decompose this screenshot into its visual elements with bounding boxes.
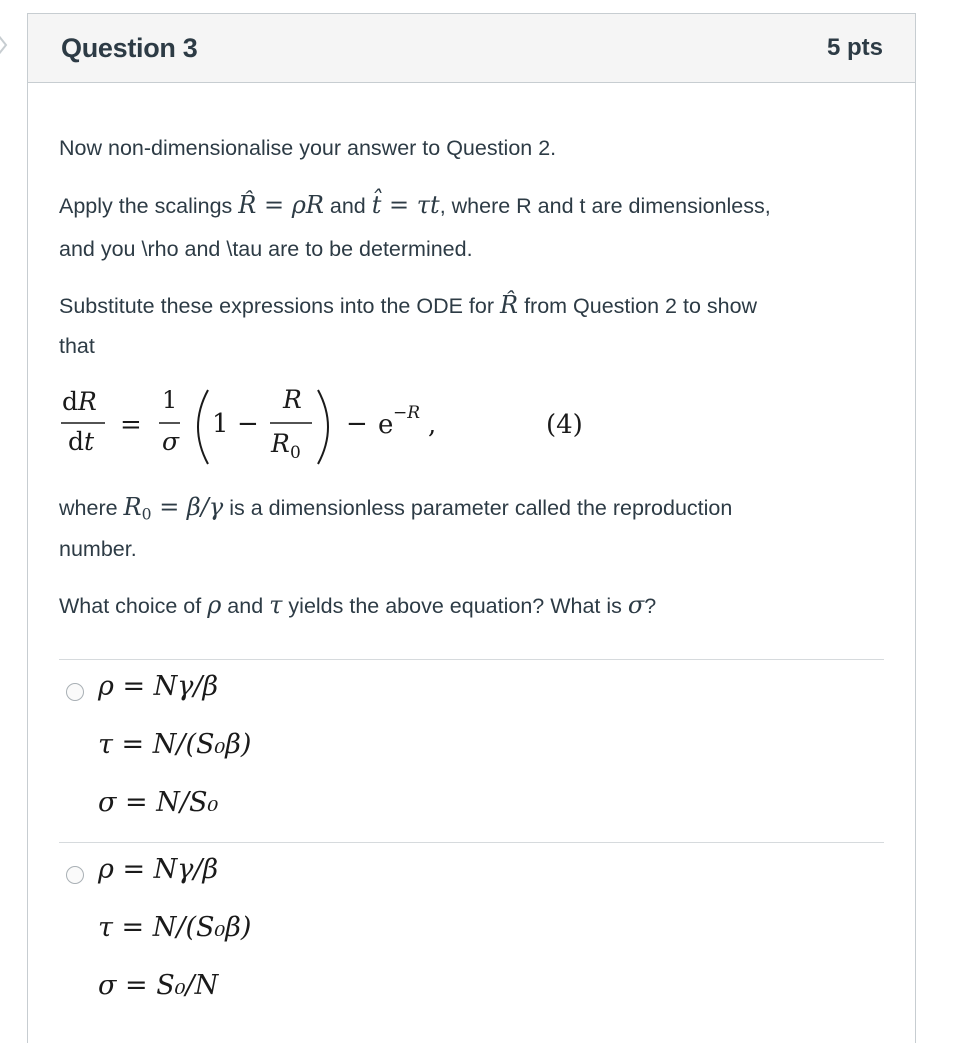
option-2-tau-value: N/(S₀β) bbox=[152, 912, 252, 943]
answer-option-1-tau[interactable]: τ = N/(S₀β) bbox=[98, 729, 252, 760]
math-sigma: σ bbox=[627, 591, 645, 619]
svg-text:R: R bbox=[271, 429, 290, 458]
question-header bbox=[28, 14, 915, 83]
question-text-choice bbox=[59, 584, 656, 627]
question-flag-icon[interactable] bbox=[0, 28, 14, 62]
svg-text:1: 1 bbox=[162, 386, 178, 414]
option-1-tau-value: N/(S₀β) bbox=[152, 729, 252, 760]
choice-text-d: ? bbox=[644, 594, 657, 618]
answer-option-2-sigma[interactable]: σ = S₀/N bbox=[98, 970, 219, 1001]
substitute-text-a: Substitute these expressions into the ODE for bbox=[59, 294, 495, 318]
math-r-hat-scaling: R̂ = ρR bbox=[238, 191, 324, 219]
svg-text:σ: σ bbox=[162, 427, 180, 456]
svg-text:,: , bbox=[428, 410, 437, 440]
answer-option-1-radio[interactable] bbox=[66, 683, 84, 701]
svg-text:dR: dR bbox=[62, 387, 97, 416]
answer-option-1-rho[interactable]: ρ = Nγ/β bbox=[98, 671, 219, 702]
math-r0-definition: $R_0 = \beta/\gamma$ bbox=[123, 493, 224, 524]
svg-text:−: − bbox=[237, 409, 259, 439]
svg-text:dt: dt bbox=[68, 427, 95, 456]
choice-text-b: and bbox=[227, 594, 264, 618]
math-r-hat: R̂ bbox=[500, 291, 519, 319]
question-text-where bbox=[59, 486, 732, 536]
question-text-intro bbox=[59, 127, 556, 169]
choice-text-c: yields the above equation? What is bbox=[288, 594, 622, 618]
equation-label: (4) bbox=[546, 410, 583, 440]
substitute-text-b: from Question 2 to show bbox=[524, 294, 758, 318]
option-1-rho-value: Nγ/β bbox=[153, 671, 219, 702]
question-text-scalings-2 bbox=[59, 228, 473, 270]
equation-4 bbox=[30, 370, 630, 470]
svg-text:=: = bbox=[120, 410, 142, 440]
question-title: Question 3 bbox=[61, 32, 198, 63]
answer-option-1-sigma[interactable]: σ = N/S₀ bbox=[98, 787, 219, 818]
answer-option-2-radio[interactable] bbox=[66, 866, 84, 884]
scalings-text-b: and bbox=[329, 194, 366, 218]
scalings-text-a: Apply the scalings bbox=[59, 194, 233, 218]
scalings-text-d: and you \rho and \tau are to be determined. bbox=[59, 237, 473, 261]
answer-option-2-tau[interactable]: τ = N/(S₀β) bbox=[98, 912, 252, 943]
option-1-sigma-value: N/S₀ bbox=[156, 787, 219, 818]
math-t-hat-scaling: t̂ = τt bbox=[371, 191, 440, 219]
question-text-substitute-2 bbox=[59, 325, 95, 367]
svg-text:1: 1 bbox=[212, 409, 229, 439]
svg-text:e: e bbox=[378, 410, 394, 440]
answer-option-2-rho[interactable]: ρ = Nγ/β bbox=[98, 854, 219, 885]
svg-text:R: R bbox=[283, 385, 302, 414]
where-text-b: is a dimensionless parameter called the reproduction bbox=[229, 496, 733, 520]
substitute-text-c: that bbox=[59, 334, 95, 358]
intro-text: Now non-dimensionalise your answer to Question 2. bbox=[59, 136, 557, 160]
answer-divider bbox=[59, 842, 884, 843]
answer-divider bbox=[59, 659, 884, 660]
svg-text:−R: −R bbox=[393, 403, 421, 423]
question-text-where-2 bbox=[59, 528, 137, 570]
svg-text:−: − bbox=[346, 409, 368, 439]
question-text-substitute bbox=[59, 284, 757, 327]
where-text-c: number. bbox=[59, 537, 137, 561]
option-2-sigma-value: S₀/N bbox=[156, 970, 219, 1001]
math-rho: ρ bbox=[207, 591, 222, 619]
option-2-rho-value: Nγ/β bbox=[153, 854, 219, 885]
math-tau: τ bbox=[269, 591, 283, 619]
question-points: 5 pts bbox=[826, 34, 883, 61]
svg-text:0: 0 bbox=[290, 443, 301, 463]
scalings-text-c: , where R and t are dimensionless, bbox=[439, 194, 771, 218]
choice-text-a: What choice of bbox=[59, 594, 202, 618]
question-text-scalings bbox=[59, 184, 771, 227]
where-text-a: where bbox=[59, 496, 118, 520]
